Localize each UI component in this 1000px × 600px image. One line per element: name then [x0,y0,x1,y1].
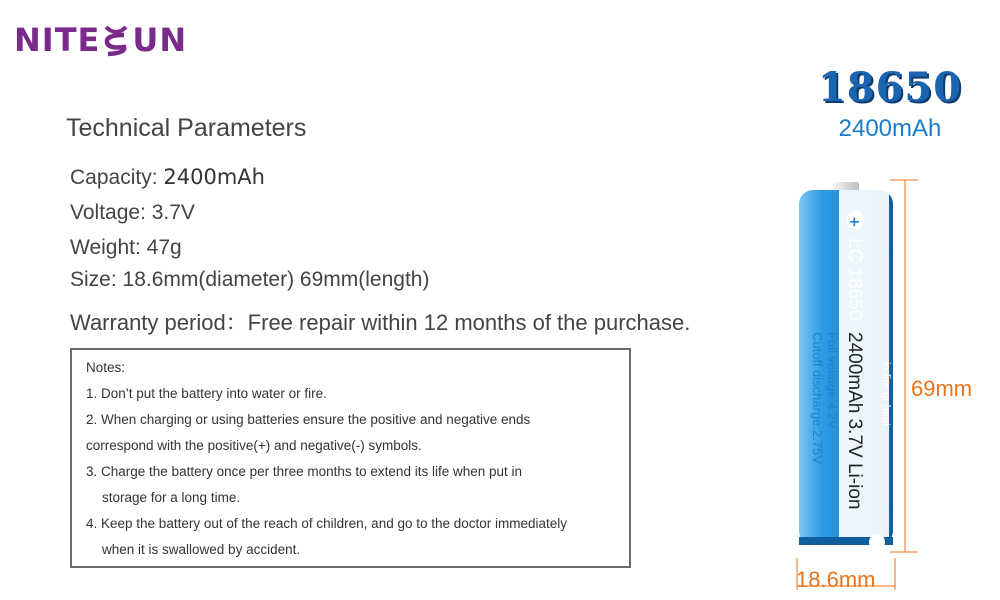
battery-warning: in fire or heat [880,362,892,427]
note-line: when it is swallowed by accident. [102,542,301,557]
note-line: storage for a long time. [102,490,241,505]
note-line: 2. When charging or using batteries ensure the positive and negative ends [86,412,531,427]
logo-text-part1: NITE [14,21,101,59]
battery-label-main: LC 18650 [844,238,865,321]
logo-text-part2: UN [132,21,188,59]
battery-label-spec: 2400mAh 3.7V Li-ion [844,332,865,510]
battery-label-full: Full voltage:4.2V [825,332,840,429]
capacity-value: 2400mAh [163,165,265,189]
spec-warranty: Warranty period：Free repair within 12 months of the purchase. [70,310,691,335]
note-line: correspond with the positive(+) and negative(-) symbols. [86,438,422,453]
diameter-dimension: 18.6mm [796,567,876,592]
svg-text:+: + [846,216,862,228]
note-line: 3. Charge the battery once per three months to extend its life when put in [86,464,523,479]
model-number: 18650 [817,64,963,111]
model-capacity: 2400mAh [838,115,942,142]
capacity-label: Capacity: [70,166,164,189]
spec-voltage: Voltage: 3.7V [70,201,195,224]
notes-title: Notes: [86,360,126,375]
note-line: 4. Keep the battery out of the reach of children, and go to the doctor immediately [86,516,568,531]
note-line: 1. Don’t put the battery into water or fire. [86,386,327,401]
height-dimension: 69mm [911,376,973,401]
battery-label-cutoff: Cutoff discharge:2.75V [810,332,825,465]
spec-size: Size: 18.6mm(diameter) 69mm(length) [70,268,430,291]
section-title: Technical Parameters [66,114,307,142]
spec-weight: Weight: 47g [70,236,182,259]
